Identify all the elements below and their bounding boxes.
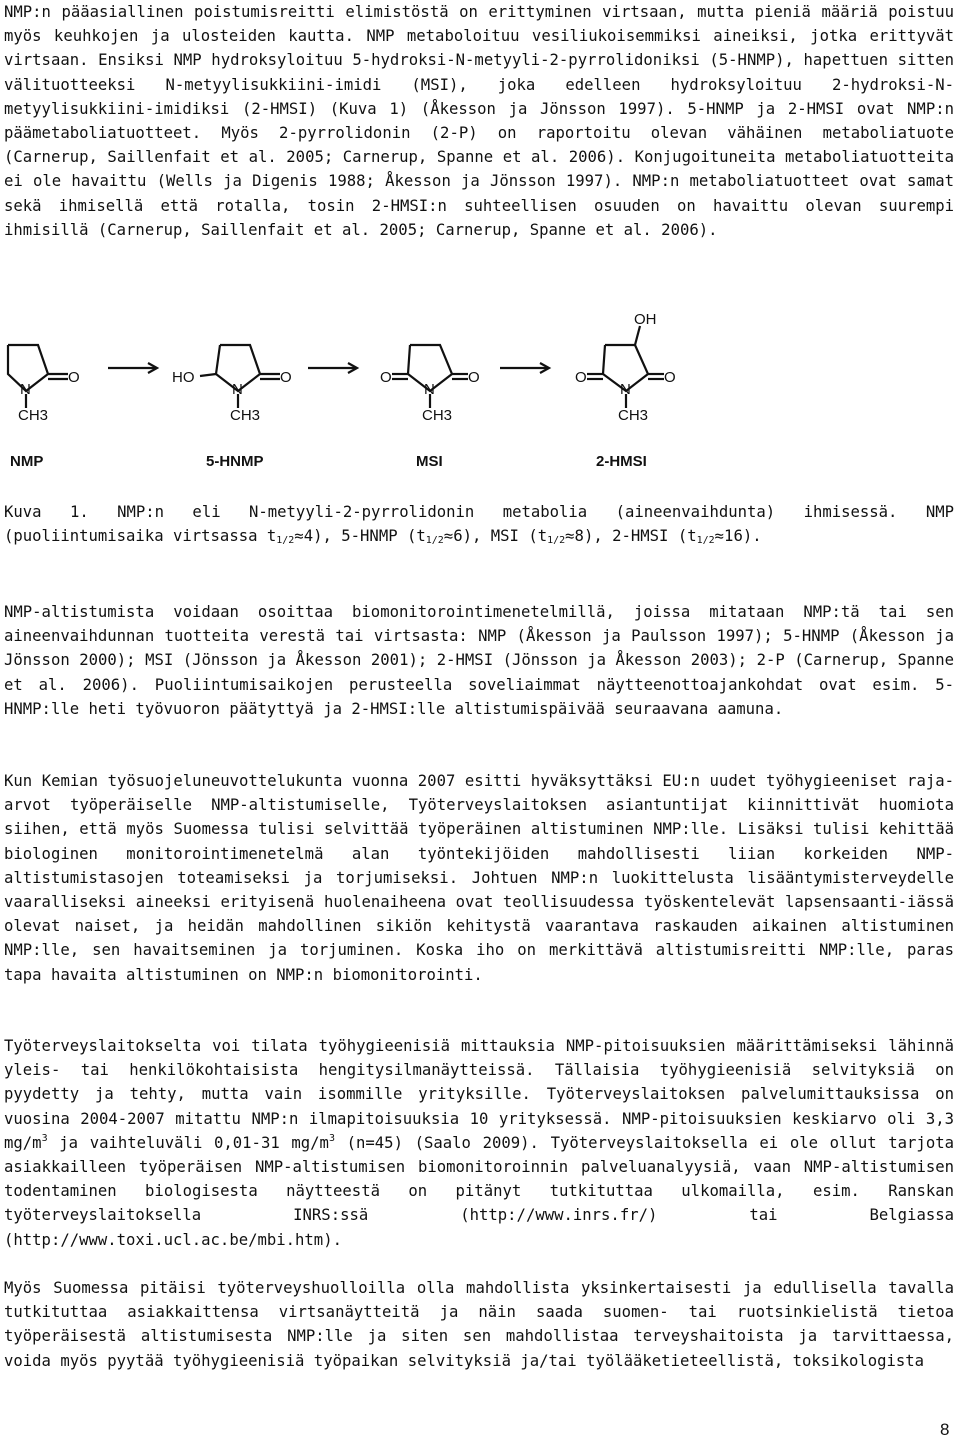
page-number: 8: [940, 1420, 950, 1439]
atom-o: O: [280, 369, 292, 386]
atom-n: N: [20, 381, 31, 398]
label-msi: MSI: [416, 453, 443, 470]
atom-o: O: [68, 369, 80, 386]
atom-ch3: CH3: [422, 407, 453, 424]
label-2-hmsi: 2-HMSI: [596, 453, 647, 470]
atom-o: O: [575, 369, 587, 386]
label-nmp: NMP: [10, 453, 44, 470]
atom-o: O: [468, 369, 480, 386]
label-5-hnmp: 5-HNMP: [206, 453, 264, 470]
metabolism-scheme: [0, 308, 960, 478]
atom-ch3: CH3: [618, 407, 649, 424]
atom-o: O: [664, 369, 676, 386]
paragraph-measurements: Työterveyslaitokselta voi tilata työhygieenisiä mittauksia NMP-pitoisuuksien määrittämiseksi lähinnä yleis- tai henkilökohtaisista hengitysilmanäytteissä. Tällaisia työhygieenisiä selvityksiä on pyydetty ja tehty, mutta vain isommille yrityksille. Työterveyslaitoksen palvelumittauksissa on vuosina 2004-2007 mitattu NMP:n ilmapitoisuuksia 10 yrityksessä. NMP-pitoisuuksien keskiarvo oli 3,3 $mg/m^3$ ja vaihteluväli 0,01-31 $mg/m^3$ (n=45) (Saalo 2009). Työterveyslaitoksella ei ole ollut tarjota asiakkailleen työperäisen NMP-altistumisen biomonitoroinnin palveluanalyysiä, vaan NMP-altistumisen todentaminen biologisesta näytteestä on pitänyt tutkituttaa ulkomailla, esim. Ranskan työterveyslaitoksella INRS:ssä (http://www.inrs.fr/) tai Belgiassa (http://www.toxi.ucl.ac.be/mbi.htm).: [4, 1037, 954, 1249]
atom-ch3: CH3: [18, 407, 49, 424]
paragraph-biomonitoring: NMP-altistumista voidaan osoittaa biomonitorointimenetelmillä, joissa mitataan NMP:tä tai sen aineenvaihdunnan tuotteita verestä tai virtsasta: NMP (Åkesson ja Paulsson 1997); 5-HNMP (Åkesson ja Jönsson 2000); MSI (Jönsson ja Åkesson 2001); 2-HMSI (Jönsson ja Åkesson 2003); 2-P (Carnerup, Spanne et al. 2006). Puoliintumisaikojen perusteella soveliaimmat näytteenottoajankohdat ovat esim. 5-HNMP:lle heti työvuoron päätyttyä ja 2-HMSI:lle altistumispäivää seuraavana aamuna.: [4, 603, 954, 718]
paragraph-outlook: Myös Suomessa pitäisi työterveyshuolloilla olla mahdollista yksinkertaisesti ja edullisella tavalla tutkituttaa asiakkaittensa virtsanäytteitä ja näin saada suomen- tai ruotsinkielistä tietoa työperäisestä altistumisesta NMP:lle ja siten sen mahdollistaa terveyshaitoista ja tarvittaessa, voida myös pyytää työhygieenisiä työpaikan selvityksiä ja/tai työlääketieteellistä, toksikologista: [4, 1279, 954, 1370]
atom-o: O: [380, 369, 392, 386]
atom-oh: OH: [634, 311, 657, 328]
atom-ch3: CH3: [230, 407, 261, 424]
paragraph-metabolism: NMP:n pääasiallinen poistumisreitti elimistöstä on erittyminen virtsaan, mutta pieniä määriä poistuu myös keuhkojen ja ulosteiden kautta. NMP metaboloituu vesiliukoisemmiksi aineiksi, jotka erittyvät virtsaan. Ensiksi NMP hydroksyloituu 5-hydroksi-N-metyyli-2-pyrrolidoniksi (5-HNMP), hapettuen sitten välituotteeksi N-metyylisukkiini-imidi (MSI), joka edelleen hydroksyloituu 2-hydroksi-N-metyylisukkiini-imidiksi (2-HMSI) (Kuva 1) (Åkesson ja Jönsson 1997). 5-HNMP ja 2-HMSI ovat NMP:n päämetaboliatuotteet. Myös 2-pyrrolidonin (2-P) on raportoitu olevan vähäinen metaboliatuote (Carnerup, Saillenfait et al. 2005; Carnerup, Spanne et al. 2006). Konjugoituneita metaboliatuotteita ei ole havaittu (Wells ja Digenis 1988; Åkesson ja Jönsson 1997). NMP:n metaboliatuotteet ovat samat sekä ihmisellä että rotalla, tosin 2-HMSI:n suhteellisen osuuden on havaittu olevan suurempi ihmisillä (Carnerup, Saillenfait et al. 2005; Carnerup, Spanne et al. 2006).: [4, 3, 954, 239]
figure-nmp-metabolism: [0, 308, 960, 478]
figure-caption: Kuva 1. NMP:n eli N-metyyli-2-pyrrolidonin metabolia (aineenvaihdunta) ihmisessä. NMP (puoliintumisaika virtsassa $t_{1/2}\approx 4$), 5-HNMP $(t_{1/2}\approx 6)$, MSI $(t_{1/2}\approx 8)$, 2-HMSI $(t_{1/2}\approx 16)$.: [4, 503, 954, 547]
paragraph-background: Kun Kemian työsuojeluneuvottelukunta vuonna 2007 esitti hyväksyttäksi EU:n uudet työhygieeniset raja-arvot työperäiselle NMP-altistumiselle, Työterveyslaitoksen asiantuntijat kiinnittivät huomiota siihen, että myös Suomessa tulisi selvittää työperäinen altistuminen NMP:lle. Lisäksi tulisi kehittää biologinen monitorointimenetelmä alan työntekijöiden mahdollisesti liian korkeiden NMP-altistumistasojen toteamiseksi ja torjumiseksi. Johtuen NMP:n luokittelusta lisääntymisterveydelle vaaralliseksi aineeksi erityisenä huolenaiheena ovat teollisuudessa työskentelevät lapsensaanti-iässä olevat naiset, ja heidän mahdollinen sikiön kehitystä vaarantava raskauden aikainen altistuminen NMP:lle, sen havaitseminen ja torjuminen. Koska iho on merkittävä altistumisreitti NMP:lle, paras tapa havaita altistuminen on NMP:n biomonitorointi.: [4, 772, 954, 984]
atom-n: N: [232, 381, 243, 398]
atom-n: N: [620, 381, 631, 398]
atom-ho: HO: [172, 369, 195, 386]
atom-n: N: [424, 381, 435, 398]
